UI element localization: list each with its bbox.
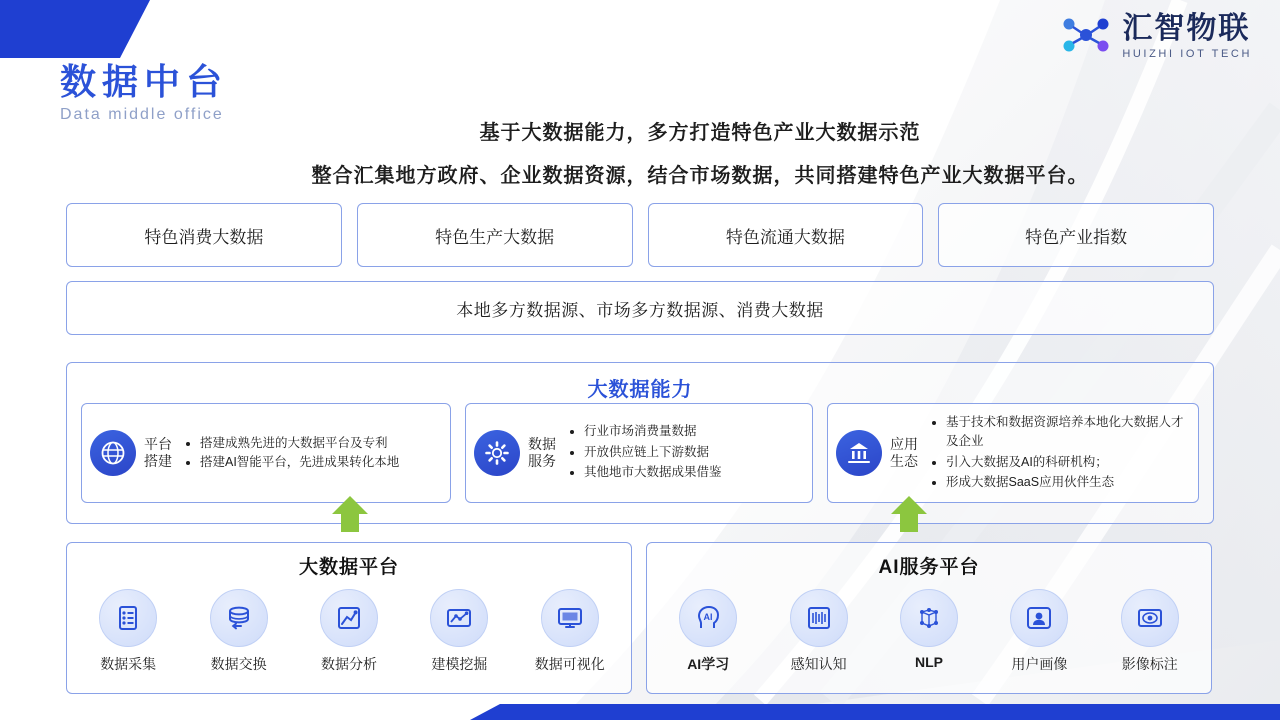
platform-item[interactable] — [769, 589, 869, 674]
top-card-label: 特色生产大数据 — [435, 227, 555, 247]
capability-card-label-line1: 平台 — [144, 435, 172, 452]
panel-title: AI服务平台 — [878, 557, 980, 578]
platform-item[interactable] — [299, 589, 399, 674]
model-mining-icon — [430, 589, 488, 647]
gear-icon — [474, 430, 520, 476]
capability-card-label-line2: 生态 — [890, 453, 918, 469]
list-data-icon — [99, 589, 157, 647]
panel-ai-service-platform — [646, 542, 1212, 694]
up-arrow-icon-left — [330, 496, 370, 532]
platform-item-label: 数据可视化 — [534, 656, 605, 672]
capability-item: • 其他地市大数据成果借鉴 — [584, 463, 722, 482]
capability-item: • 引入大数据及AI的科研机构； — [946, 453, 1190, 472]
platform-item[interactable] — [520, 589, 620, 674]
monitor-icon — [541, 589, 599, 647]
panel-bigdata-platform — [66, 542, 632, 694]
platform-item[interactable] — [189, 589, 289, 674]
data-source-band-label: 本地多方数据源、市场多方数据源、消费大数据 — [456, 300, 824, 320]
platform-item-label: 数据分析 — [320, 656, 377, 672]
top-card[interactable] — [357, 203, 633, 267]
platform-item-label: 用户画像 — [1011, 656, 1068, 672]
image-label-icon — [1121, 589, 1179, 647]
platform-item-label: AI学习 — [687, 656, 730, 672]
globe-icon — [90, 430, 136, 476]
chart-analysis-icon — [320, 589, 378, 647]
platform-item[interactable] — [658, 589, 758, 674]
page-title-en: Data middle office — [60, 105, 224, 123]
perception-icon — [790, 589, 848, 647]
platform-item-label: 建模挖掘 — [431, 656, 488, 672]
headline-line-2: 整合汇集地方政府、企业数据资源，结合市场数据，共同搭建特色产业大数据平台。 — [311, 165, 1089, 187]
molecule-icon — [1060, 15, 1112, 60]
capability-section-title: 大数据能力 — [587, 379, 693, 401]
capability-card-platform[interactable] — [81, 403, 451, 503]
user-portrait-icon — [1010, 589, 1068, 647]
top-card-label: 特色流通大数据 — [725, 227, 845, 247]
capability-item: • 形成大数据SaaS应用伙伴生态 — [946, 473, 1190, 492]
top-card[interactable] — [648, 203, 924, 267]
brand-logo — [1060, 14, 1252, 60]
platform-item-label: 数据交换 — [210, 656, 267, 672]
capability-item: • 搭建AI智能平台，先进成果转化本地 — [200, 453, 399, 472]
page-title — [60, 62, 228, 124]
network-nlp-icon — [900, 589, 958, 647]
platform-item-label: NLP — [914, 654, 943, 670]
building-icon — [836, 430, 882, 476]
top-card-label: 特色产业指数 — [1025, 227, 1128, 247]
data-source-band[interactable] — [66, 281, 1214, 335]
platform-item[interactable] — [409, 589, 509, 674]
capability-section — [66, 362, 1214, 524]
capability-card-label-line1: 应用 — [890, 435, 918, 452]
platform-item-label: 数据采集 — [100, 656, 157, 672]
capability-card-label — [890, 436, 924, 471]
capability-card-data-service[interactable] — [465, 403, 813, 503]
headline-line-1: 基于大数据能力，多方打造特色产业大数据示范 — [479, 122, 921, 144]
capability-item: • 行业市场消费量数据 — [584, 422, 722, 441]
logo-title-cn: 汇智物联 — [1122, 12, 1251, 45]
platform-item[interactable] — [989, 589, 1089, 674]
platform-item[interactable] — [1100, 589, 1200, 674]
logo-title-en: HUIZHI IOT TECH — [1122, 48, 1252, 60]
top-card[interactable] — [66, 203, 342, 267]
capability-card-label — [144, 436, 178, 471]
top-card-row — [66, 203, 1214, 267]
capability-card-label-line1: 数据 — [528, 435, 556, 452]
platform-item-label: 影像标注 — [1121, 656, 1178, 672]
page-title-cn: 数据中台 — [60, 61, 229, 102]
headline — [190, 116, 1210, 188]
top-card-label: 特色消费大数据 — [144, 227, 264, 247]
platform-item[interactable] — [78, 589, 178, 674]
platform-item[interactable] — [879, 589, 979, 670]
database-exchange-icon — [210, 589, 268, 647]
capability-item: • 基于技术和数据资源培养本地化大数据人才及企业 — [946, 413, 1190, 452]
capability-card-ecosystem[interactable] — [827, 403, 1199, 503]
svg-text:AI: AI — [703, 612, 713, 622]
platform-item-label: 感知认知 — [790, 656, 847, 672]
top-card[interactable] — [938, 203, 1214, 267]
capability-card-label-line2: 服务 — [528, 453, 556, 469]
capability-item: • 搭建成熟先进的大数据平台及专利 — [200, 434, 399, 453]
up-arrow-icon-right — [889, 496, 929, 532]
panel-title: 大数据平台 — [298, 557, 399, 578]
capability-card-label — [528, 436, 562, 471]
platform-panels — [66, 542, 1212, 694]
ai-head-icon — [679, 589, 737, 647]
capability-item: • 开放供应链上下游数据 — [584, 443, 722, 462]
capability-card-label-line2: 搭建 — [144, 453, 172, 469]
